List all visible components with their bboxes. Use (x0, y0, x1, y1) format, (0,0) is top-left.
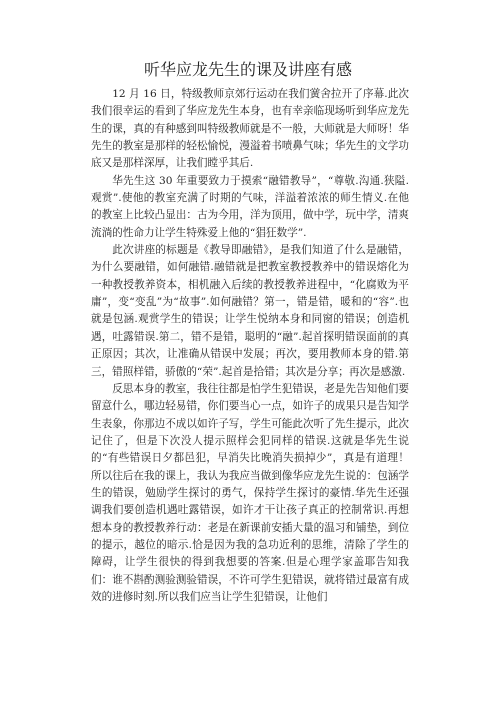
paragraph-4: 反思本身的教室，我往往都是怕学生犯错误，老是先告知他们要留意什么，哪边轻易错，你们要当心一点，如许子的成果只是告知学生表象，你那边不成以如许子写，学生可能此次听了先生提示，此次记住了，但是下次没人提示照样会犯同样的错误.这就是华先生说的“有些错误日夕都邑犯，早消失比晚消失损掉少”，真是有道理！所以往后在我的课上，我认为我应当做到像华应龙先生说的：包涵学生的错误，勉励学生探讨的勇气，保持学生探讨的豪情.华先生还强调我们要创造机遇吐露错误，如许才干让孩子真正的控制常识.再想想本身的教授教养行动：老是在新课前安插大量的温习和铺垫，到位的提示，越位的暗示.恰是因为我的急功近利的思维，清除了学生的障碍，让学生很快的得到我想要的答案.但是心理学家盖耶告知我们：谁不斟酌测验测验错误，不许可学生犯错误，就将错过最富有成效的进修时刻.所以我们应当让学生犯错误，让他们 (91, 382, 409, 603)
paragraph-2: 华先生这 30 年重要致力于摸索“融错教导”，“尊敬.沟通.狭隘.观赏”.使他的教室充满了时期的气味，洋溢着浓浓的师生情义.在他的教室上比较凸显出：古为今用，洋为顶用，做中学，玩中学，清爽流淌的性命力让学生特殊爱上他的“猖狂数学”. (91, 174, 409, 239)
paragraph-1: 12 月 16 日，特级教师京郊行运动在我们黉舍拉开了序幕.此次我们很幸运的看到了华应龙先生本身，也有幸亲临现场听到华应龙先生的课，真的有种感到叫特级教师就是不一般，大师就是大师呀！华先生的教室是那样的轻松愉悦，漫溢着书喷鼻气味；华先生的文学功底又是那样深厚，让我们瞠乎其后. (91, 88, 409, 170)
document-body (91, 86, 409, 606)
document-title: 听华应龙先生的课及讲座有感 (143, 60, 352, 79)
paragraph-3: 此次讲座的标题是《教导即融错》，是我们知道了什么是融错，为什么要融错，如何融错.融错就是把教室教授教养中的错误熔化为一种教授教养资本，相机融入后续的教授教养进程中，“化腐败为平庸”，变“变乱”为“故事”.如何融错？第一，错是错，暖和的“容”.也就是包涵.观赏学生的错误；让学生悦纳本身和同窗的错误；创造机遇，吐露错误.第二，错不是错，聪明的“融”.起首探明错误面前的真正原因；其次，让准确从错误中发展；再次，要用教师本身的错.第三，错照样错，骄傲的“荣”.起首是拾错；其次是分享；再次是感激. (91, 244, 409, 378)
